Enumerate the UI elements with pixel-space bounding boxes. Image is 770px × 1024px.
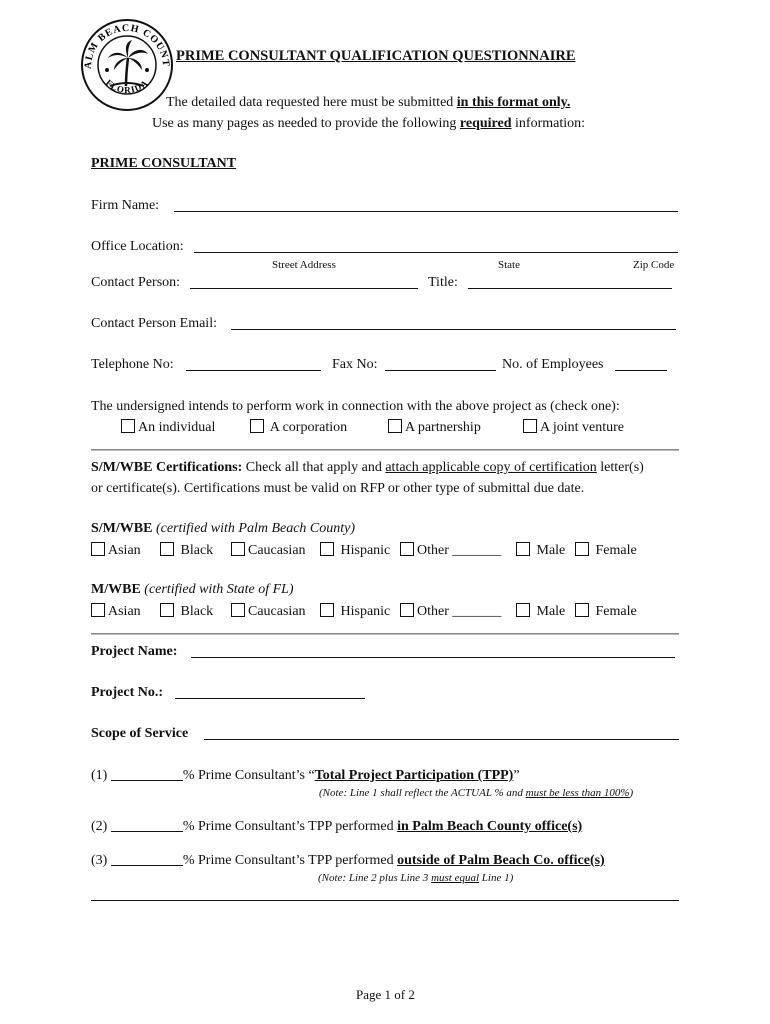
smwbe-checkbox-caucasian[interactable] <box>231 542 306 559</box>
section-divider <box>91 633 679 635</box>
firm-name-field[interactable] <box>174 211 678 212</box>
mwbe-checkbox-caucasian[interactable] <box>231 603 306 620</box>
mwbe-asian-label: Asian <box>108 604 141 619</box>
checkbox-corporation[interactable] <box>250 419 347 436</box>
intro-line-2-text: Use as many pages as needed to provide the following <box>152 116 460 131</box>
mwbe-other-label: Other _______ <box>417 604 502 619</box>
telephone-label: Telephone No: <box>91 357 174 372</box>
smwbe-checkbox-asian[interactable] <box>91 542 141 559</box>
checkbox-box[interactable] <box>575 603 589 617</box>
firm-name-label: Firm Name: <box>91 198 160 213</box>
smwbe-title: S/M/WBE <box>91 521 153 536</box>
mwbe-subtitle: (certified with State of FL) <box>140 582 294 597</box>
smwbe-checkbox-other[interactable] <box>400 542 501 559</box>
employees-field[interactable] <box>615 370 667 371</box>
note-3-tail: Line 1) <box>479 872 514 884</box>
svg-text:FLORIDA: FLORIDA <box>103 77 151 96</box>
checkbox-joint-venture-label: A joint venture <box>540 420 624 435</box>
page-number: Page 1 of 2 <box>356 987 415 1002</box>
note-line-1 <box>319 785 633 801</box>
mwbe-checkbox-male[interactable] <box>516 603 565 620</box>
checkbox-joint-venture[interactable] <box>523 419 624 436</box>
checkbox-box[interactable] <box>516 603 530 617</box>
telephone-field[interactable] <box>186 370 321 371</box>
line-1-number: (1) <box>91 768 108 783</box>
checkbox-partnership[interactable] <box>388 419 481 436</box>
intro-line-1-text: The detailed data requested here must be submitted <box>166 95 457 110</box>
checkbox-box[interactable] <box>516 542 530 556</box>
palm-beach-county-seal <box>80 18 174 112</box>
certifications-paragraph-line-2: or certificate(s). Certifications must be valid on RFP or other type of submittal due date. <box>91 481 585 496</box>
checkbox-box[interactable] <box>121 419 135 433</box>
line-1-emphasis: Total Project Participation (TPP) <box>314 768 514 783</box>
fax-field[interactable] <box>385 370 496 371</box>
checkbox-box[interactable] <box>91 542 105 556</box>
certifications-text: Check all that apply and <box>242 460 386 475</box>
line-1-percent-field[interactable] <box>111 780 183 781</box>
mwbe-title: M/WBE <box>91 582 141 597</box>
project-name-field[interactable] <box>191 657 675 658</box>
checkbox-box[interactable] <box>575 542 589 556</box>
line-2-number: (2) <box>91 819 108 834</box>
certifications-heading: S/M/WBE Certifications: <box>91 460 243 475</box>
checkbox-box[interactable] <box>160 603 174 617</box>
intro-line-2-emphasis: required <box>459 116 512 131</box>
checkbox-box[interactable] <box>231 603 245 617</box>
certifications-text-tail: letter(s) <box>596 460 644 475</box>
contact-person-label: Contact Person: <box>91 275 181 290</box>
title-label: Title: <box>428 275 458 290</box>
mwbe-hispanic-label: Hispanic <box>340 604 391 619</box>
note-1-text: (Note: Line 1 shall reflect the ACTUAL % and <box>319 787 526 799</box>
mwbe-female-label: Female <box>595 604 637 619</box>
intro-line-2-tail: information: <box>511 116 586 131</box>
note-1-emphasis: must be less than 100% <box>525 787 630 799</box>
smwbe-female-label: Female <box>595 543 637 558</box>
note-3-text: (Note: Line 2 plus Line 3 <box>318 872 432 884</box>
smwbe-checkbox-female[interactable] <box>575 542 637 559</box>
office-location-label: Office Location: <box>91 239 184 254</box>
smwbe-subtitle: (certified with Palm Beach County) <box>152 521 356 536</box>
checkbox-box[interactable] <box>400 603 414 617</box>
project-number-label: Project No.: <box>91 685 164 700</box>
mwbe-checkbox-black[interactable] <box>160 603 213 620</box>
mwbe-caucasian-label: Caucasian <box>248 604 306 619</box>
entity-question: The undersigned intends to perform work in connection with the above project as (check one): <box>91 399 620 414</box>
scope-of-service-field[interactable] <box>204 739 679 740</box>
form-title: PRIME CONSULTANT QUALIFICATION QUESTIONNAIRE <box>176 48 576 64</box>
certifications-paragraph-line-1 <box>91 460 644 476</box>
checkbox-box[interactable] <box>160 542 174 556</box>
zip-code-caption: Zip Code <box>633 259 675 271</box>
participation-line-2 <box>91 819 582 835</box>
participation-line-1 <box>91 768 520 784</box>
line-2-text: % Prime Consultant’s TPP performed <box>182 819 398 834</box>
mwbe-checkbox-hispanic[interactable] <box>320 603 390 620</box>
mwbe-checkbox-other[interactable] <box>400 603 501 620</box>
checkbox-box[interactable] <box>91 603 105 617</box>
mwbe-checkbox-female[interactable] <box>575 603 637 620</box>
checkbox-partnership-label: A partnership <box>405 420 481 435</box>
mwbe-checkbox-asian[interactable] <box>91 603 141 620</box>
mwbe-male-label: Male <box>536 604 566 619</box>
checkbox-box[interactable] <box>231 542 245 556</box>
checkbox-box[interactable] <box>388 419 402 433</box>
smwbe-caucasian-label: Caucasian <box>248 543 306 558</box>
checkbox-box[interactable] <box>523 419 537 433</box>
checkbox-individual[interactable] <box>121 419 215 436</box>
smwbe-asian-label: Asian <box>108 543 141 558</box>
mwbe-group-title <box>91 582 294 598</box>
smwbe-male-label: Male <box>536 543 566 558</box>
contact-email-label: Contact Person Email: <box>91 316 217 331</box>
contact-email-field[interactable] <box>231 329 676 330</box>
line-2-emphasis: in Palm Beach County office(s) <box>397 819 583 834</box>
checkbox-individual-label: An individual <box>138 420 216 435</box>
checkbox-corporation-label: A corporation <box>269 420 348 435</box>
smwbe-hispanic-label: Hispanic <box>340 543 391 558</box>
checkbox-box[interactable] <box>250 419 264 433</box>
smwbe-other-label: Other _______ <box>417 543 502 558</box>
scope-of-service-label: Scope of Service <box>91 726 189 741</box>
note-line-3 <box>318 870 513 886</box>
intro-line-2 <box>152 116 585 132</box>
smwbe-checkbox-hispanic[interactable] <box>320 542 390 559</box>
project-name-label: Project Name: <box>91 644 178 659</box>
intro-line-1-emphasis: in this format only. <box>456 95 571 110</box>
line-1-text: % Prime Consultant’s “ <box>182 768 315 783</box>
participation-line-3 <box>91 853 605 869</box>
smwbe-group-title <box>91 521 355 537</box>
line-3-number: (3) <box>91 853 108 868</box>
svg-text:PALM BEACH COUNTY: ALM BEACH COUNT <box>82 22 172 70</box>
employees-label: No. of Employees <box>502 357 604 372</box>
checkbox-box[interactable] <box>320 542 334 556</box>
note-1-tail: ) <box>629 787 634 799</box>
state-caption: State <box>498 259 520 271</box>
line-1-tail: ” <box>513 768 520 783</box>
note-3-emphasis: must equal <box>431 872 480 884</box>
certifications-attach-text: attach applicable copy of certification <box>385 460 597 475</box>
checkbox-box[interactable] <box>320 603 334 617</box>
fax-label: Fax No: <box>332 357 378 372</box>
checkbox-box[interactable] <box>400 542 414 556</box>
line-3-percent-field[interactable] <box>111 865 183 866</box>
prime-consultant-heading: PRIME CONSULTANT <box>91 156 237 171</box>
section-divider <box>91 449 679 451</box>
smwbe-black-label: Black <box>180 543 214 558</box>
line-3-emphasis: outside of Palm Beach Co. office(s) <box>397 853 605 868</box>
bottom-rule <box>91 900 679 901</box>
street-address-caption: Street Address <box>272 259 336 271</box>
smwbe-checkbox-male[interactable] <box>516 542 565 559</box>
smwbe-checkbox-black[interactable] <box>160 542 213 559</box>
title-field[interactable] <box>468 288 672 289</box>
line-2-percent-field[interactable] <box>111 831 183 832</box>
project-number-field[interactable] <box>175 698 365 699</box>
contact-person-field[interactable] <box>190 288 418 289</box>
seal-graphic <box>80 18 174 112</box>
line-3-text: % Prime Consultant’s TPP performed <box>182 853 398 868</box>
office-location-field[interactable] <box>194 252 678 253</box>
intro-line-1 <box>166 95 570 111</box>
mwbe-black-label: Black <box>180 604 214 619</box>
